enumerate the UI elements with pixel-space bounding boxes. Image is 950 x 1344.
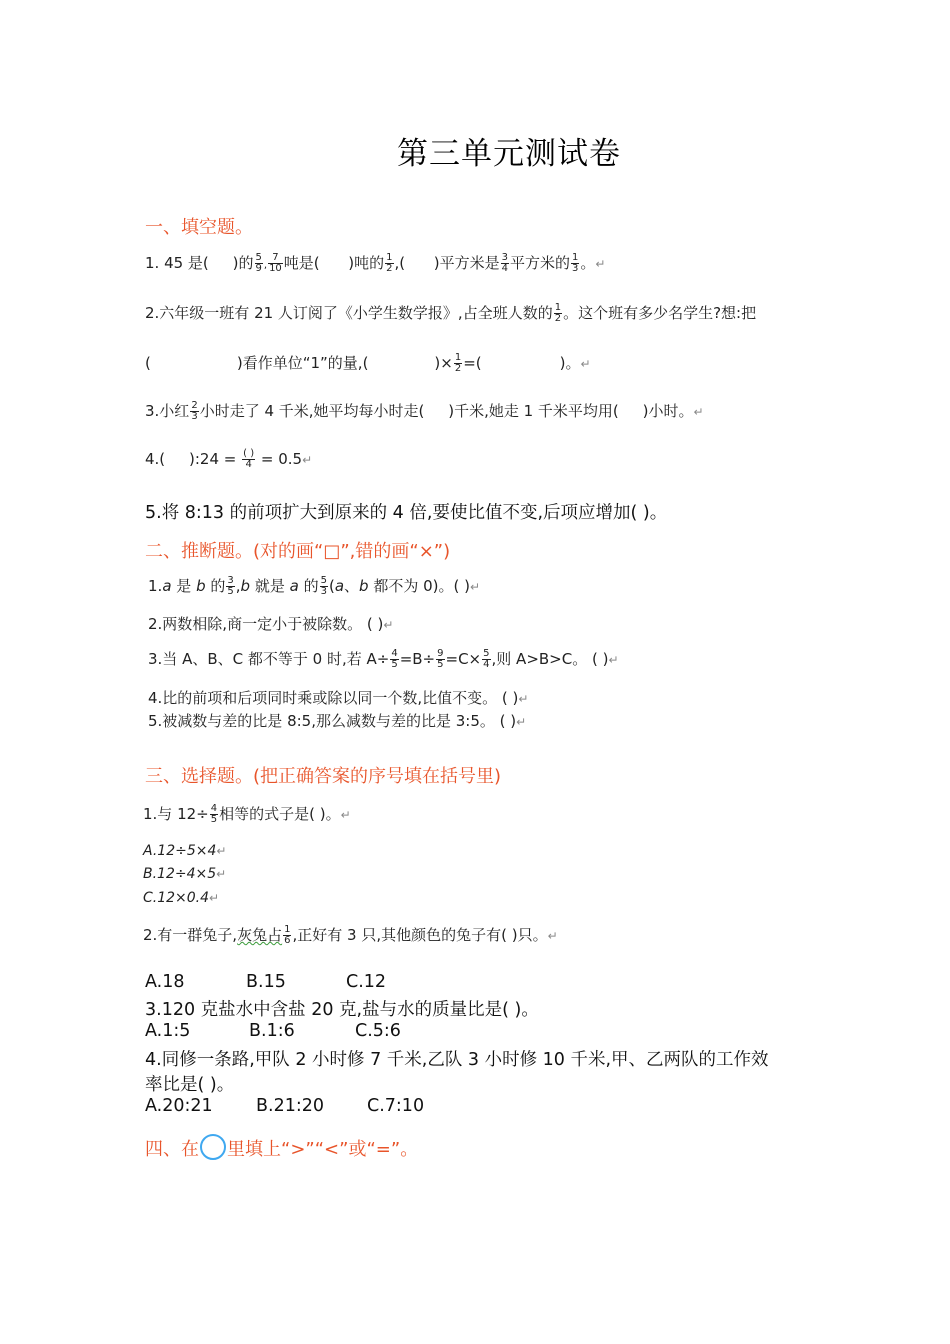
judge-question-1: 1.a 是 b 的 $\frac{3}{5}$ ,b 就是 a 的 $\frac{5}{3}$ (a、b 都不为 0)。( )↵: [148, 575, 481, 597]
return-mark-icon: ↵: [580, 357, 591, 371]
choice-q4-options: A.20:21 B.21:20 C.7:10: [145, 1096, 425, 1116]
page-title: 第三单元测试卷: [397, 136, 621, 172]
fraction: $\frac{1}{3}$: [571, 252, 579, 274]
judge-question-3: 3.当 A、B、C 都不等于 0 时,若 A÷ $\frac{4}{5}$ =B÷ $\frac{9}{5}$ =C× $\frac{5}{4}$ ,则 A>B>C。 ( )↵: [148, 648, 619, 670]
return-mark-icon: ↵: [693, 405, 704, 419]
section-compare-heading: 四、在 里填上“>”“<”或“=”。: [145, 1134, 418, 1161]
fraction: $\frac{4}{5}$: [391, 648, 398, 670]
fraction: $\frac{5}{4}$: [483, 648, 490, 670]
fraction: $\frac{3}{4}$: [501, 252, 508, 274]
fraction: $\frac{1}{2}$: [454, 352, 462, 374]
return-mark-icon: ↵: [595, 257, 606, 271]
return-mark-icon: ↵: [302, 453, 313, 467]
return-mark-icon: ↵: [547, 929, 558, 943]
return-mark-icon: ↵: [608, 653, 619, 667]
choice-q1-option-c: C.12×0.4↵: [143, 890, 220, 906]
section-choice-heading: 三、选择题。(把正确答案的序号填在括号里): [145, 766, 502, 787]
choice-q3-options: A.1:5 B.1:6 C.5:6: [145, 1021, 401, 1041]
fill-question-4: 4.( ):24 = $\frac{( )}{4}$ = 0.5↵: [145, 448, 313, 470]
return-mark-icon: ↵: [518, 692, 529, 706]
fraction: $\frac{1}{2}$: [554, 302, 562, 324]
fraction: $\frac{( )}{4}$: [243, 448, 255, 470]
section-fill-in-heading: 一、填空题。: [145, 217, 253, 238]
fill-question-2-line2: ( )看作单位“1”的量,( )× $\frac{1}{2}$ =( )。↵: [145, 352, 591, 374]
choice-question-4-line1: 4.同修一条路,甲队 2 小时修 7 千米,乙队 3 小时修 10 千米,甲、乙两队的工作效: [145, 1050, 769, 1070]
fraction: $\frac{1}{2}$: [386, 252, 393, 274]
fill-question-5: 5.将 8:13 的前项扩大到原来的 4 倍,要使比值不变,后项应增加( )。: [145, 503, 668, 523]
choice-q1-option-a: A.12÷5×4↵: [143, 843, 227, 859]
fraction: $\frac{5}{3}$: [320, 575, 327, 597]
choice-q1-option-b: B.12÷4×5↵: [143, 866, 227, 882]
choice-question-1: 1.与 12÷ $\frac{4}{5}$ 相等的式子是( )。↵: [143, 803, 351, 825]
return-mark-icon: ↵: [516, 715, 527, 729]
return-mark-icon: ↵: [340, 808, 351, 822]
fill-question-3: 3.小红 $\frac{2}{3}$ 小时走了 4 千米,她平均每小时走( )千米,她走 1 千米平均用( )小时。↵: [145, 400, 704, 422]
choice-question-3: 3.120 克盐水中含盐 20 克,盐与水的质量比是( )。: [145, 1000, 539, 1020]
choice-q2-options: A.18 B.15 C.12: [145, 972, 387, 992]
return-mark-icon: ↵: [469, 580, 481, 594]
fraction: $\frac{5}{9}$: [255, 252, 262, 274]
fraction: $\frac{7}{10}$: [269, 252, 282, 274]
section-judge-heading: 二、推断题。(对的画“□”,错的画“×”): [145, 541, 451, 562]
circle-icon: [200, 1134, 226, 1160]
judge-question-4: 4.比的前项和后项同时乘或除以同一个数,比值不变。 ( )↵: [148, 689, 529, 707]
fill-question-1: 1. 45 是( )的 $\frac{5}{9}$ , $\frac{7}{10}$ 吨是( )吨的 $\frac{1}{2}$ ,( )平方米是 $\frac{3}{4}$ 平方米的 $\frac{1}{3}$ 。↵: [145, 252, 606, 274]
fraction: $\frac{2}{3}$: [191, 400, 198, 422]
judge-question-2: 2.两数相除,商一定小于被除数。 ( )↵: [148, 615, 394, 633]
fraction: $\frac{9}{5}$: [437, 648, 444, 670]
fraction: $\frac{4}{5}$: [210, 803, 218, 825]
choice-question-2: 2.有一群兔子,灰兔占 $\frac{1}{6}$ ,正好有 3 只,其他颜色的兔子有( )只。↵: [143, 924, 558, 946]
return-mark-icon: ↵: [383, 618, 394, 632]
fill-question-2-line1: 2.六年级一班有 21 人订阅了《小学生数学报》,占全班人数的 $\frac{1}{2}$ 。这个班有多少名学生?想:把: [145, 302, 757, 324]
judge-question-5: 5.被减数与差的比是 8:5,那么减数与差的比是 3:5。 ( )↵: [148, 712, 527, 730]
choice-question-4-line2: 率比是( )。: [145, 1075, 235, 1095]
fraction: $\frac{3}{5}$: [227, 575, 234, 597]
fraction: $\frac{1}{6}$: [284, 924, 291, 946]
